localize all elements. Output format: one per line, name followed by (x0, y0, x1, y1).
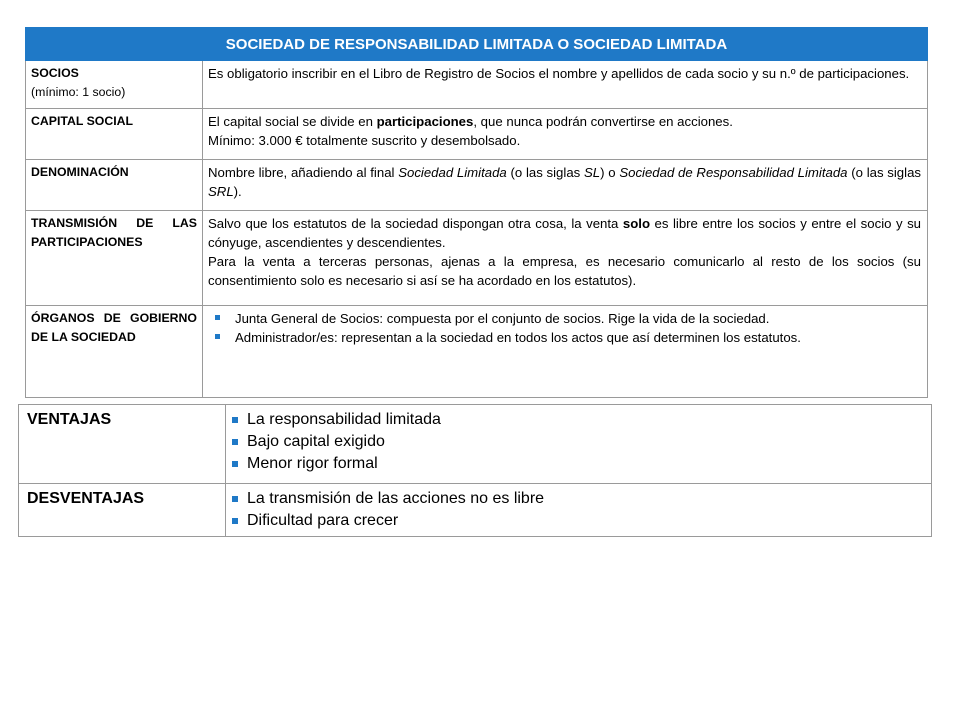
denominacion-t5: ). (233, 184, 242, 199)
transmision-p1-bold: solo (622, 216, 650, 231)
denominacion-i4: SRL (208, 184, 234, 199)
list-item: Administrador/es: representan a la sociedad en todos los actos que así determinen los estatutos. (208, 328, 921, 347)
denominacion-t2: (o las siglas (506, 165, 584, 180)
capital-text-line2: Mínimo: 3.000 € totalmente suscrito y desembolsado. (208, 133, 521, 148)
denominacion-i1: Sociedad Limitada (398, 165, 507, 180)
denominacion-t1: Nombre libre, añadiendo al final (208, 165, 399, 180)
list-item: Bajo capital exigido (231, 431, 926, 453)
desc-transmision (203, 211, 928, 306)
label-socios-sub: (mínimo: 1 socio) (31, 85, 126, 99)
label-ventajas: VENTAJAS (19, 405, 226, 484)
list-item: La responsabilidad limitada (231, 409, 926, 431)
company-type-table (25, 27, 928, 398)
label-socios (26, 61, 203, 109)
label-transmision: TRANSMISIÓN DE LAS PARTICIPACIONES (26, 211, 203, 306)
list-item: Menor rigor formal (231, 453, 926, 475)
list-item: Dificultad para crecer (231, 510, 926, 532)
denominacion-t4: (o las siglas (847, 165, 921, 180)
organos-list (208, 309, 921, 347)
capital-text-after: , que nunca podrán convertirse en acciones. (473, 114, 733, 129)
ventajas-list (231, 409, 926, 475)
row-organos (26, 306, 928, 398)
desventajas-list (231, 488, 926, 532)
capital-text-before: El capital social se divide en (208, 114, 377, 129)
label-desventajas: DESVENTAJAS (19, 484, 226, 537)
row-denominacion (26, 160, 928, 211)
capital-text-bold: participaciones (376, 114, 474, 129)
pros-cons-table (18, 404, 932, 537)
denominacion-t3: ) o (600, 165, 620, 180)
row-ventajas (19, 405, 932, 484)
list-desventajas-cell (226, 484, 932, 537)
transmision-p1-after: es libre entre los socios y entre el socio y su cónyuge, ascendientes y descendientes. (208, 216, 922, 250)
title-row (26, 28, 928, 61)
desc-socios: Es obligatorio inscribir en el Libro de Registro de Socios el nombre y apellidos de cada socio y su n.º de participaciones. (203, 61, 928, 109)
desc-denominacion (203, 160, 928, 211)
list-item: La transmisión de las acciones no es libre (231, 488, 926, 510)
row-desventajas (19, 484, 932, 537)
list-item: Junta General de Socios: compuesta por el conjunto de socios. Rige la vida de la sociedad. (208, 309, 921, 328)
transmision-p2: Para la venta a terceras personas, ajenas a la empresa, es necesario comunicarlo al resto de los socios (su consentimiento solo es necesario si así se ha acordado en los estatutos). (208, 254, 921, 288)
row-socios (26, 61, 928, 109)
label-organos: ÓRGANOS DE GOBIERNO DE LA SOCIEDAD (26, 306, 203, 398)
denominacion-i2: SL (583, 165, 601, 180)
desc-capital (203, 109, 928, 160)
list-ventajas-cell (226, 405, 932, 484)
table-title: SOCIEDAD DE RESPONSABILIDAD LIMITADA O SOCIEDAD LIMITADA (26, 28, 928, 61)
desc-organos (203, 306, 928, 398)
label-denominacion: DENOMINACIÓN (26, 160, 203, 211)
row-transmision (26, 211, 928, 306)
label-socios-text: SOCIOS (31, 66, 79, 80)
denominacion-i3: Sociedad de Responsabilidad Limitada (619, 165, 848, 180)
label-capital: CAPITAL SOCIAL (26, 109, 203, 160)
row-capital (26, 109, 928, 160)
transmision-p1-before: Salvo que los estatutos de la sociedad dispongan otra cosa, la venta (208, 216, 623, 231)
